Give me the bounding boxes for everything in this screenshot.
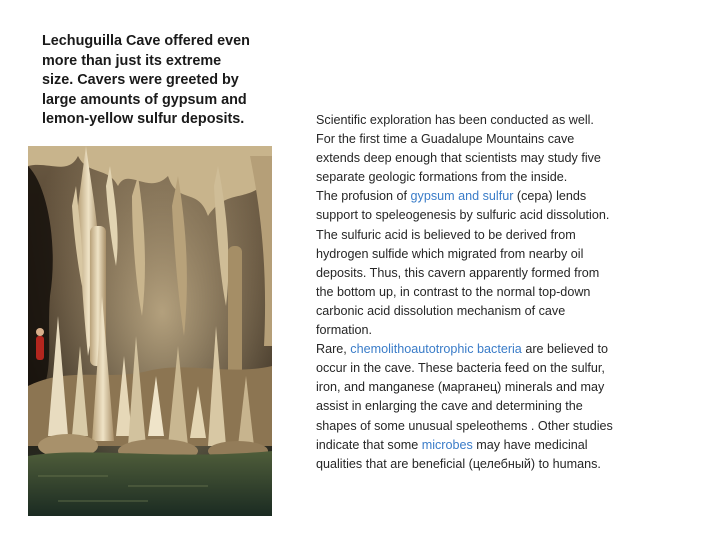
- text-fragment: indicate that some: [316, 437, 422, 452]
- text-line: The sulfuric acid is believed to be derived from: [316, 227, 576, 242]
- text-line: hydrogen sulfide which migrated from nearby oil: [316, 246, 584, 261]
- paragraph-exploration: [316, 111, 686, 187]
- intro-line: large amounts of gypsum and: [42, 91, 247, 108]
- cave-photo-illustration: [28, 146, 272, 516]
- text-line: [316, 436, 686, 455]
- text-line: deposits. Thus, this cavern apparently formed from: [316, 265, 600, 280]
- text-fragment: The profusion of: [316, 189, 411, 204]
- text-line: extends deep enough that scientists may study five: [316, 151, 601, 166]
- body-text: [316, 111, 686, 474]
- paragraph-bacteria: [316, 340, 686, 474]
- text-fragment: may have medicinal: [472, 437, 588, 452]
- text-line: Scientific exploration has been conducted as well.: [316, 113, 594, 127]
- intro-line: more than just its extreme: [42, 52, 222, 69]
- text-line: qualities that are beneficial (целебный) to humans.: [316, 456, 601, 471]
- text-fragment: Rare,: [316, 342, 351, 357]
- text-line: the bottom up, in contrast to the normal top-down: [316, 284, 591, 299]
- intro-line: lemon-yellow sulfur deposits.: [42, 111, 245, 128]
- cave-photo: [28, 146, 272, 516]
- text-line: formation.: [316, 323, 372, 338]
- text-line: shapes of some unusual speleothems . Other studies: [316, 418, 613, 433]
- text-line: support to speleogenesis by sulfuric acid dissolution.: [316, 208, 610, 223]
- paragraph-speleogenesis: [316, 187, 686, 340]
- text-line: For the first time a Guadalupe Mountains cave: [316, 132, 575, 147]
- text-line: assist in enlarging the cave and determining the: [316, 399, 583, 414]
- text-line: occur in the cave. These bacteria feed on the sulfur,: [316, 361, 605, 376]
- text-line: separate geologic formations from the inside.: [316, 170, 568, 185]
- intro-line: Lechuguilla Cave offered even: [42, 33, 250, 49]
- microbes-link[interactable]: microbes: [421, 437, 473, 452]
- text-line: carbonic acid dissolution mechanism of cave: [316, 303, 566, 318]
- bacteria-link[interactable]: chemolithoautotrophic bacteria: [350, 342, 522, 357]
- text-line: [316, 340, 686, 359]
- text-line: [316, 187, 686, 206]
- intro-line: size. Cavers were greeted by: [42, 72, 239, 89]
- text-fragment: (сера) lends: [513, 189, 587, 204]
- intro-text: [42, 32, 282, 130]
- text-line: iron, and manganese (марганец) minerals and may: [316, 380, 605, 395]
- gypsum-sulfur-link[interactable]: gypsum and sulfur: [410, 189, 514, 204]
- text-fragment: are believed to: [521, 342, 608, 357]
